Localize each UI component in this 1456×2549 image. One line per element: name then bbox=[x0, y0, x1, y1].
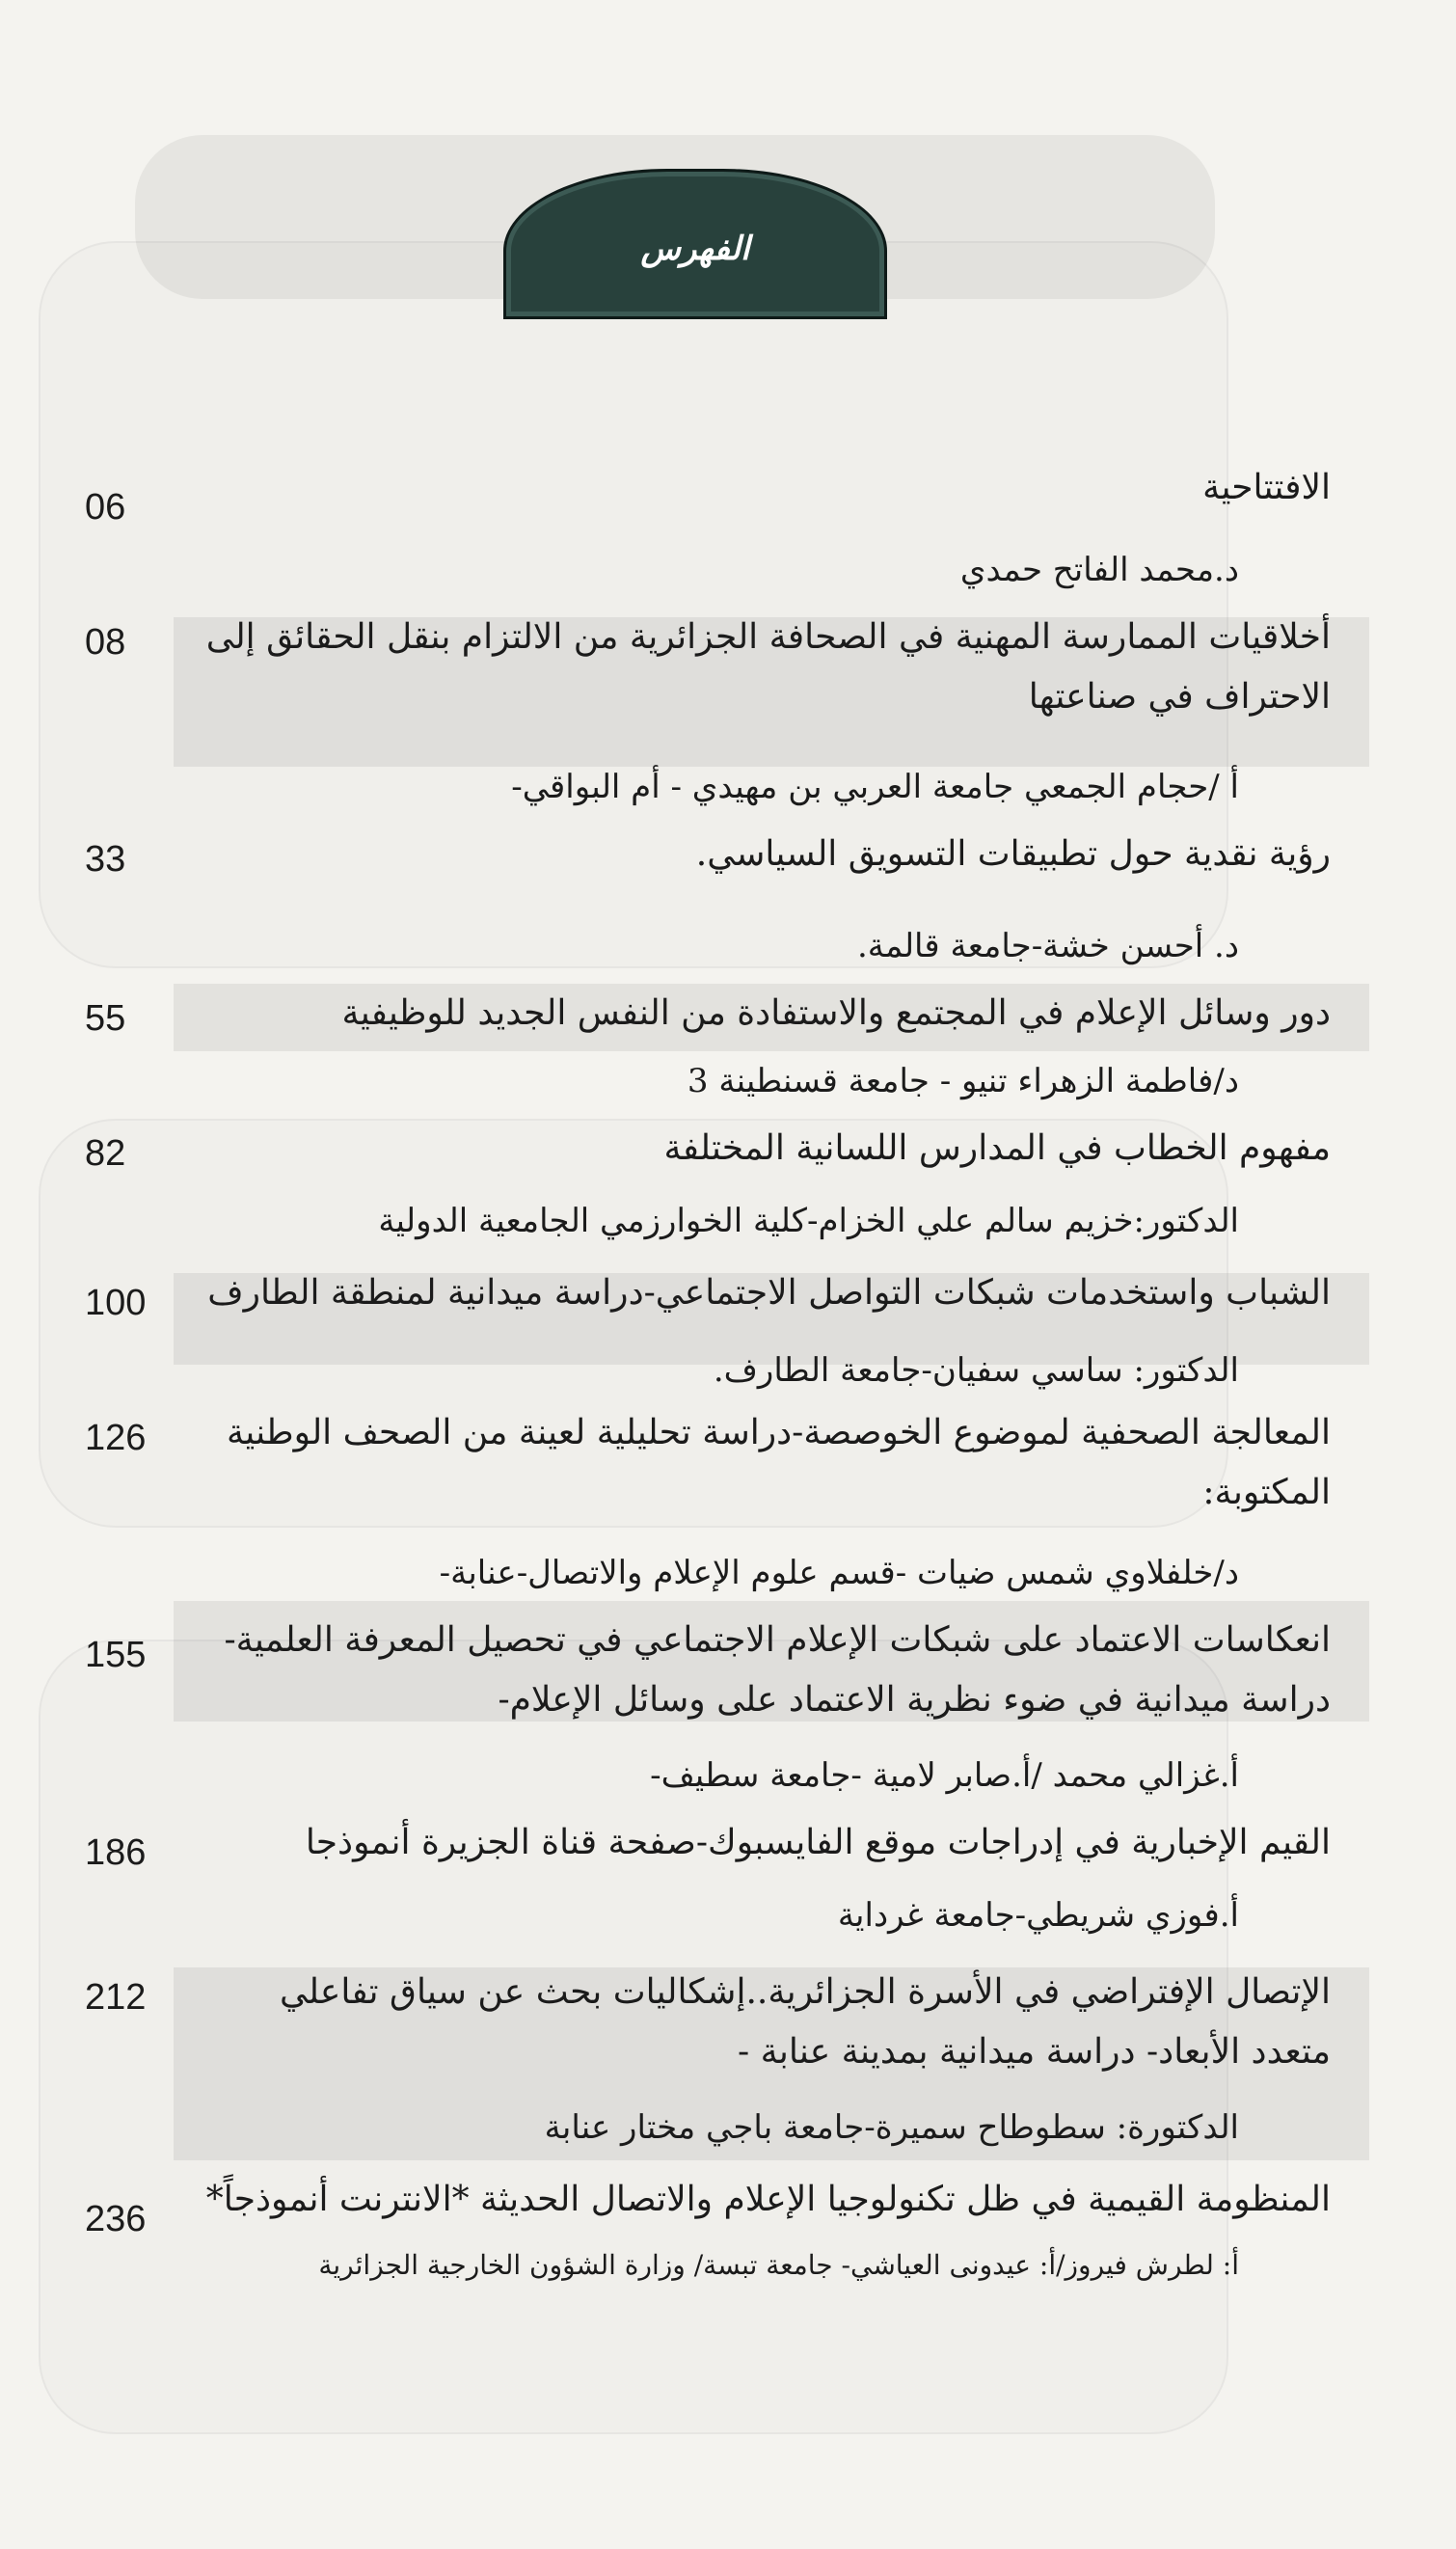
toc-entry-title[interactable]: أخلاقيات الممارسة المهنية في الصحافة الجزائرية من الالتزام بنقل الحقائق إلى الاحتراف في صناعتها bbox=[205, 617, 1331, 717]
toc-entry-page[interactable]: 126 bbox=[85, 1418, 147, 1458]
toc-title: الفهرس bbox=[640, 230, 750, 268]
toc-entry-title[interactable]: القيم الإخبارية في إدراجات موقع الفايسبوك-صفحة قناة الجزيرة أنموذجا bbox=[305, 1823, 1331, 1862]
toc-entry-page[interactable]: 08 bbox=[85, 622, 126, 663]
toc-entry-title[interactable]: المنظومة القيمية في ظل تكنولوجيا الإعلام والاتصال الحديثة *الانترنت أنموذجاً* bbox=[205, 2180, 1331, 2219]
toc-entry-page[interactable]: 155 bbox=[85, 1635, 147, 1675]
toc-entry-title[interactable]: الشباب واستخدمات شبكات التواصل الاجتماعي-دراسة ميدانية لمنطقة الطارف bbox=[207, 1273, 1331, 1313]
toc-entry-title[interactable]: رؤية نقدية حول تطبيقات التسويق السياسي. bbox=[695, 834, 1331, 874]
toc-entry-author: أ: لطرش فيروز/أ: عيدونى العياشي- جامعة تبسة/ وزارة الشؤون الخارجية الجزائرية bbox=[318, 2249, 1239, 2281]
toc-entry-page[interactable]: 212 bbox=[85, 1977, 147, 2018]
toc-entry-title[interactable]: المعالجة الصحفية لموضوع الخوصصة-دراسة تحليلية لعينة من الصحف الوطنية المكتوبة: bbox=[226, 1413, 1331, 1512]
toc-entry-author: د.محمد الفاتح حمدي bbox=[959, 551, 1239, 589]
toc-entry-author: أ.فوزي شريطي-جامعة غرداية bbox=[837, 1896, 1239, 1935]
toc-entry-author: الدكتور:خزيم سالم علي الخزام-كلية الخوارزمي الجامعية الدولية bbox=[378, 1202, 1239, 1240]
toc-entry-author: د. أحسن خشة-جامعة قالمة. bbox=[857, 927, 1239, 965]
toc-entry-title[interactable]: مفهوم الخطاب في المدارس اللسانية المختلفة bbox=[663, 1128, 1331, 1168]
toc-entry-title[interactable]: دور وسائل الإعلام في المجتمع والاستفادة من النفس الجديد للوظيفية bbox=[341, 993, 1331, 1033]
toc-entry-title[interactable]: الافتتاحية bbox=[1202, 468, 1331, 507]
toc-entry-title[interactable]: انعكاسات الاعتماد على شبكات الإعلام الاجتماعي في تحصيل المعرفة العلمية-دراسة ميدانية في ضوء نظرية الاعتماد على وسائل الإعلام- bbox=[224, 1620, 1331, 1720]
toc-entry-page[interactable]: 186 bbox=[85, 1832, 147, 1873]
toc-entry-author: د/خلفلاوي شمس ضيات -قسم علوم الإعلام والاتصال-عنابة- bbox=[439, 1554, 1239, 1592]
toc-entry-author: د/فاطمة الزهراء تنيو - جامعة قسنطينة 3 bbox=[687, 1062, 1239, 1100]
toc-entry-page[interactable]: 55 bbox=[85, 998, 126, 1039]
toc-entry-author: الدكتورة: سطوطاح سميرة-جامعة باجي مختار عنابة bbox=[544, 2108, 1239, 2147]
toc-entry-author: أ /حجام الجمعي جامعة العربي بن مهيدي - أم البواقي- bbox=[511, 768, 1239, 806]
toc-entry-author: الدكتور: ساسي سفيان-جامعة الطارف. bbox=[713, 1351, 1239, 1390]
toc-entry-author: أ.غزالي محمد /أ.صابر لامية -جامعة سطيف- bbox=[650, 1756, 1239, 1795]
toc-entry-page[interactable]: 100 bbox=[85, 1283, 147, 1323]
toc-entry-title[interactable]: الإتصال الإفتراضي في الأسرة الجزائرية..إشكاليات بحث عن سياق تفاعلي متعدد الأبعاد- دراسة ميدانية بمدينة عنابة - bbox=[279, 1972, 1331, 2072]
toc-entry-page[interactable]: 06 bbox=[85, 487, 126, 528]
toc-entry-page[interactable]: 82 bbox=[85, 1133, 126, 1174]
toc-entry-page[interactable]: 236 bbox=[85, 2199, 147, 2239]
toc-entry-page[interactable]: 33 bbox=[85, 839, 126, 880]
